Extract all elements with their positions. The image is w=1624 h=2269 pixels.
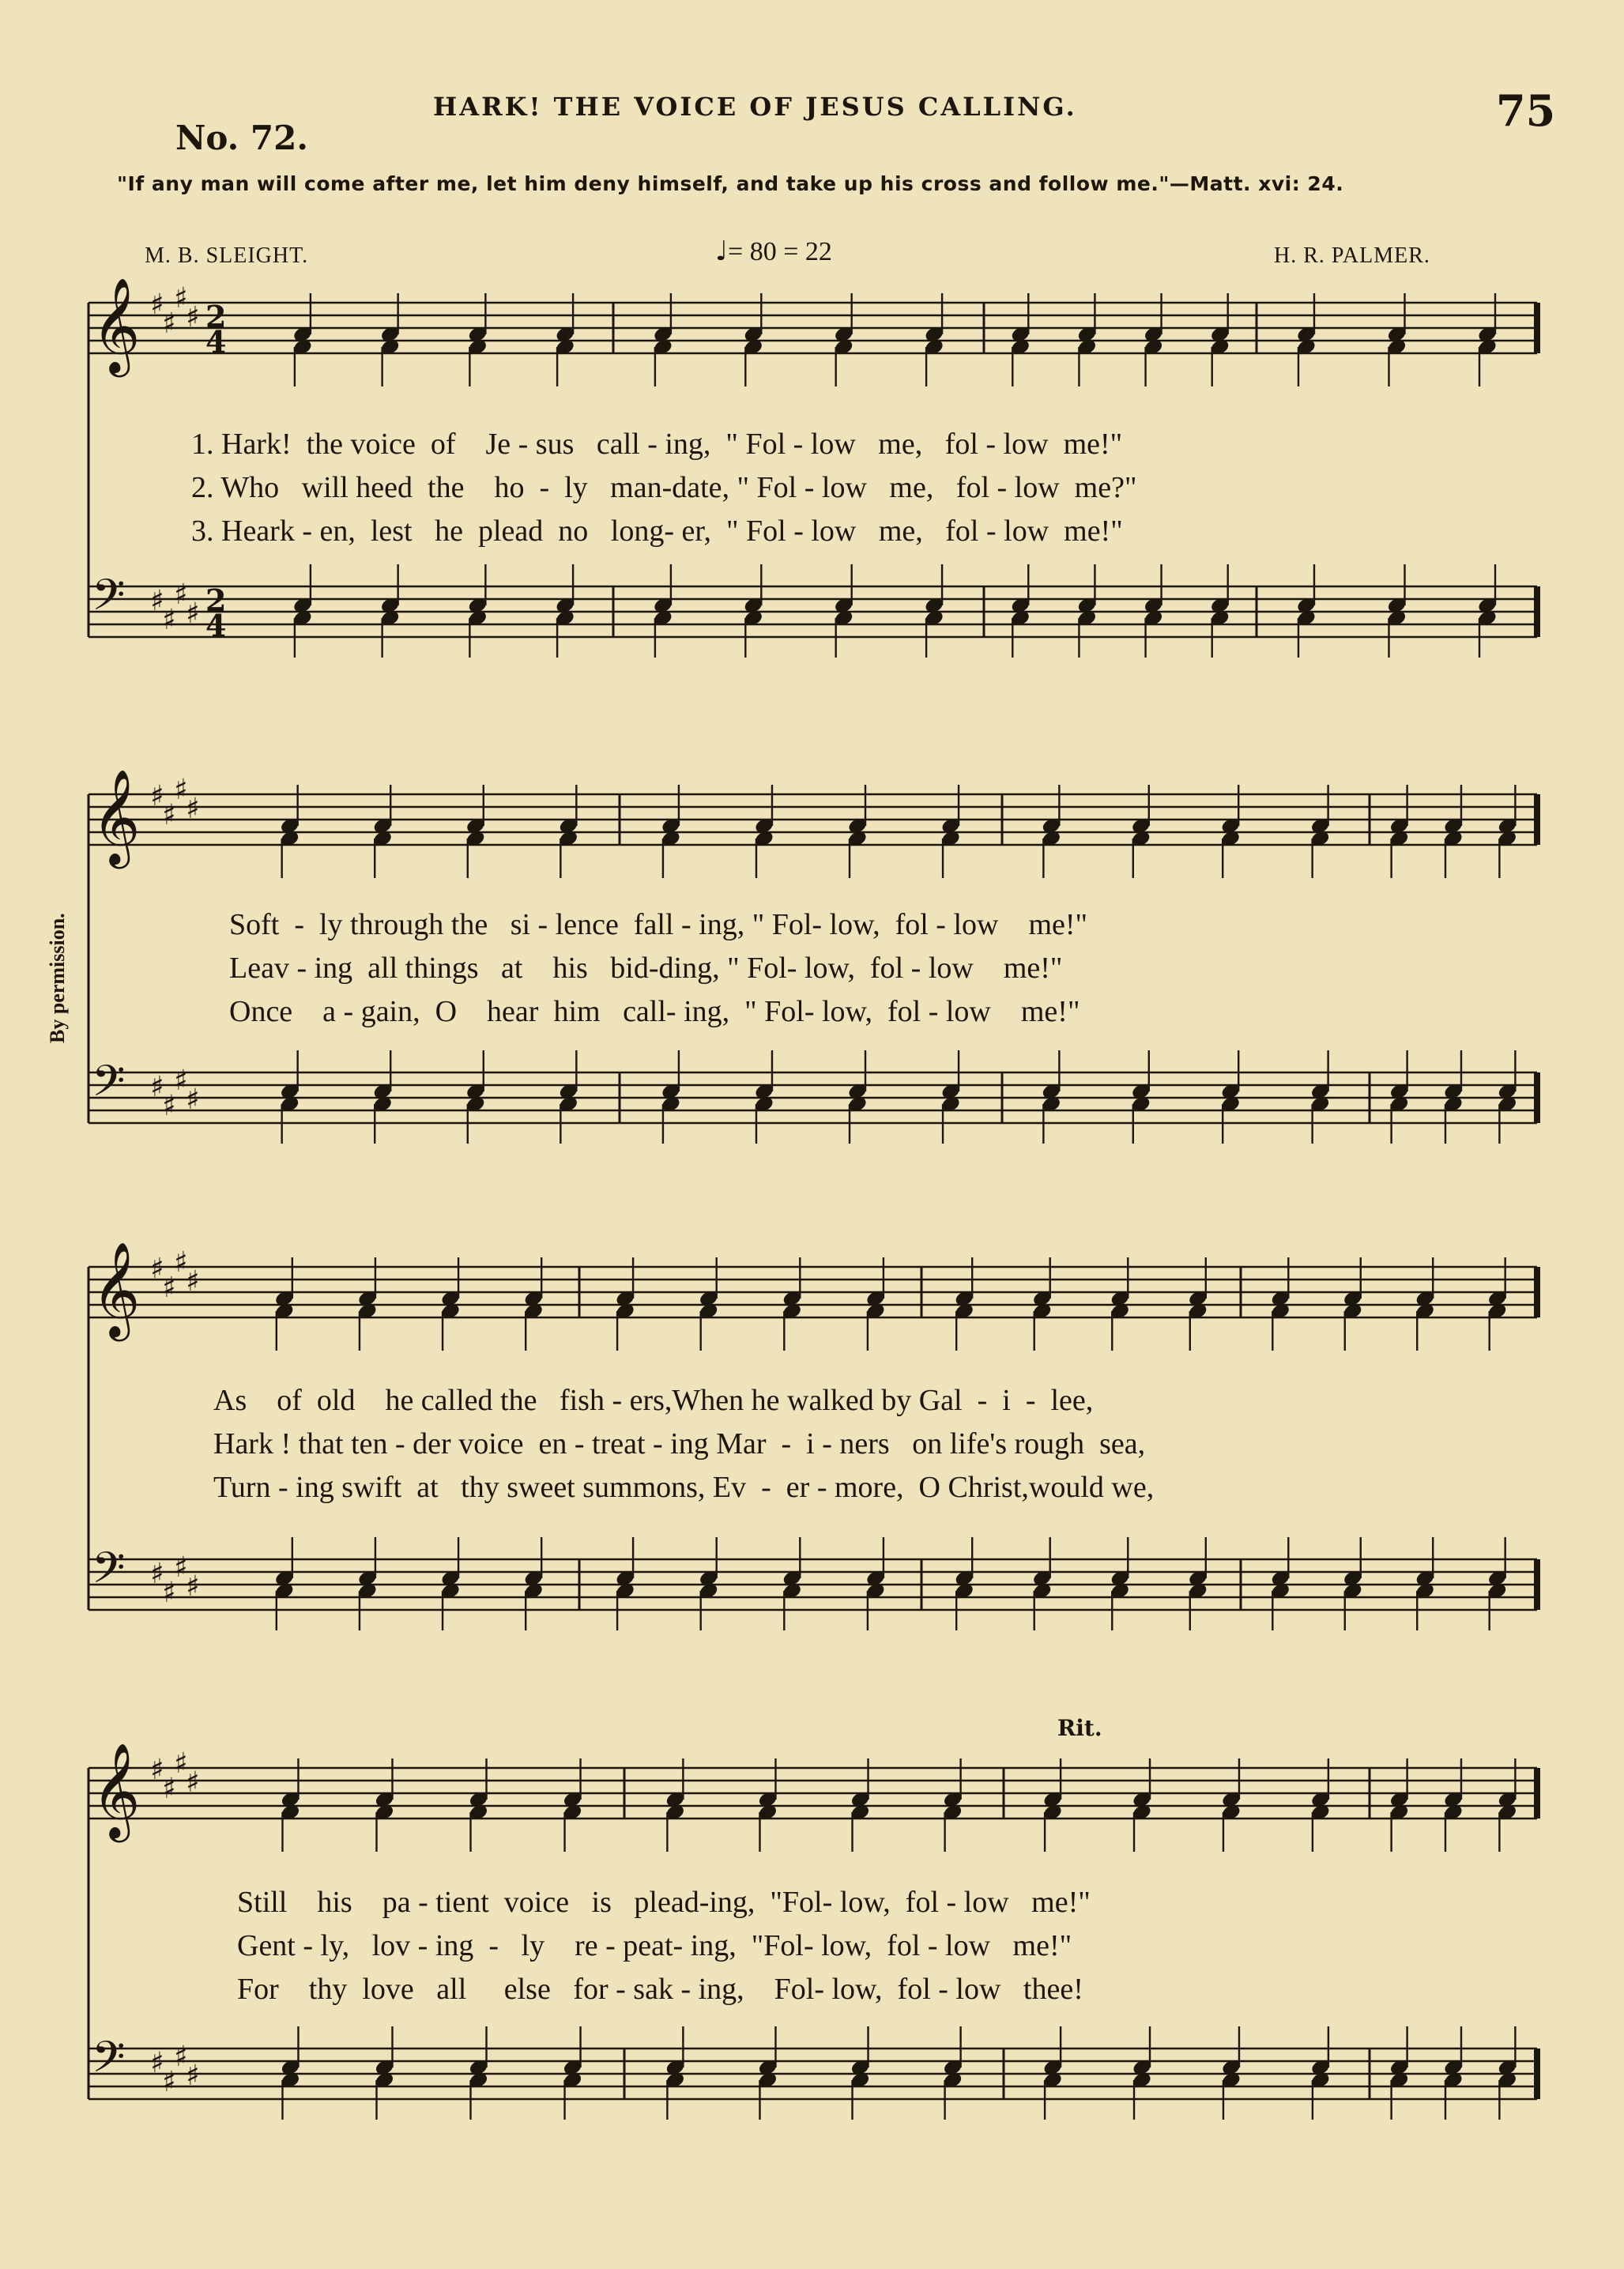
lyric-line-verse-1: As of old he called the fish - ers,When he walked by Gal - i - lee,: [213, 1384, 1094, 1417]
sharp-icon: ♯: [186, 1766, 200, 1799]
sharp-icon: ♯: [174, 774, 188, 806]
sharp-icon: ♯: [162, 1577, 176, 1609]
sharp-icon: ♯: [186, 597, 200, 630]
sharp-icon: ♯: [162, 604, 176, 636]
sharp-icon: ♯: [150, 2047, 164, 2079]
sharp-icon: ♯: [150, 585, 164, 617]
sharp-icon: ♯: [150, 780, 164, 812]
sharp-icon: ♯: [150, 1754, 164, 1786]
hymn-title: HARK! THE VOICE OF JESUS CALLING.: [433, 92, 1077, 122]
lyric-line-verse-1: Still his pa - tient voice is plead-ing, "Fol- low, fol - low me!": [237, 1886, 1091, 1919]
sharp-icon: ♯: [186, 2060, 200, 2092]
sharp-icon: ♯: [174, 579, 188, 611]
lyric-line-verse-3: Once a - gain, O hear him call- ing, " Fol- low, fol - low me!": [229, 995, 1080, 1028]
sharp-icon: ♯: [150, 288, 164, 321]
treble-clef-icon: 𝄞: [92, 1742, 141, 1838]
lyric-line-verse-2: Gent - ly, lov - ing - ly re - peat- ing, "Fol- low, fol - low me!": [237, 1929, 1072, 1962]
permission-note: By permission.: [46, 913, 69, 1043]
sharp-icon: ♯: [174, 1065, 188, 1097]
sharp-icon: ♯: [150, 1558, 164, 1590]
time-signature-bottom: 4: [205, 324, 227, 360]
time-signature-top: 2: [205, 299, 227, 334]
time-signature-bottom: 4: [205, 608, 227, 643]
lyric-line-verse-2: 2. Who will heed the ho - ly man-date, " Fol - low me, fol - low me?": [191, 471, 1137, 504]
composer-credit: H. R. PALMER.: [1274, 243, 1430, 268]
sharp-icon: ♯: [186, 1084, 200, 1116]
sharp-icon: ♯: [186, 793, 200, 825]
sharp-icon: ♯: [186, 301, 200, 334]
quarter-note-icon: ♩: [715, 236, 729, 267]
sharp-icon: ♯: [174, 1747, 188, 1780]
bass-clef-icon: 𝄢: [92, 570, 126, 631]
bass-clef-icon: 𝄢: [92, 2032, 126, 2093]
sharp-icon: ♯: [162, 799, 176, 831]
lyric-line-verse-3: For thy love all else for - sak - ing, Fol- low, fol - low thee!: [237, 1973, 1083, 2006]
sharp-icon: ♯: [174, 282, 188, 315]
lyric-line-verse-2: Leav - ing all things at his bid-ding, " Fol- low, fol - low me!": [229, 952, 1063, 985]
sharp-icon: ♯: [186, 1570, 200, 1603]
lyric-line-verse-1: 1. Hark! the voice of Je - sus call - ing, " Fol - low me, fol - low me!": [191, 428, 1123, 461]
treble-clef-icon: 𝄞: [92, 1241, 141, 1337]
sharp-icon: ♯: [186, 1265, 200, 1298]
sharp-icon: ♯: [162, 1773, 176, 1805]
sharp-icon: ♯: [174, 1551, 188, 1584]
bass-clef-icon: 𝄢: [92, 1543, 126, 1604]
hymn-number: No. 72.: [175, 119, 308, 157]
sharp-icon: ♯: [162, 1090, 176, 1122]
lyric-line-verse-1: Soft - ly through the si - lence fall - ing, " Fol- low, fol - low me!": [229, 908, 1088, 941]
page-number: 75: [1496, 85, 1556, 136]
lyricist-credit: M. B. SLEIGHT.: [145, 243, 309, 268]
lyric-line-verse-3: 3. Heark - en, lest he plead no long- er, " Fol - low me, fol - low me!": [191, 514, 1123, 548]
sharp-icon: ♯: [150, 1071, 164, 1103]
treble-clef-icon: 𝄞: [92, 277, 141, 373]
lyric-line-verse-2: Hark ! that ten - der voice en - treat - ing Mar - i - ners on life's rough sea,: [213, 1427, 1146, 1461]
sharp-icon: ♯: [162, 2066, 176, 2098]
epigraph-quote: "If any man will come after me, let him deny himself, and take up his cross and follow me."—Matt. xvi: 24.: [117, 172, 1344, 195]
lyric-line-verse-3: Turn - ing swift at thy sweet summons, Ev - er - more, O Christ,would we,: [213, 1471, 1155, 1504]
bass-clef-icon: 𝄢: [92, 1056, 126, 1117]
sharp-icon: ♯: [174, 1246, 188, 1279]
sharp-icon: ♯: [162, 307, 176, 340]
sharp-icon: ♯: [162, 1272, 176, 1304]
ritardando-mark: Rit.: [1057, 1715, 1102, 1741]
sharp-icon: ♯: [174, 2041, 188, 2073]
time-signature-top: 2: [205, 582, 227, 618]
sharp-icon: ♯: [150, 1253, 164, 1285]
tempo-text: = 80 = 22: [728, 237, 832, 266]
treble-clef-icon: 𝄞: [92, 768, 141, 865]
